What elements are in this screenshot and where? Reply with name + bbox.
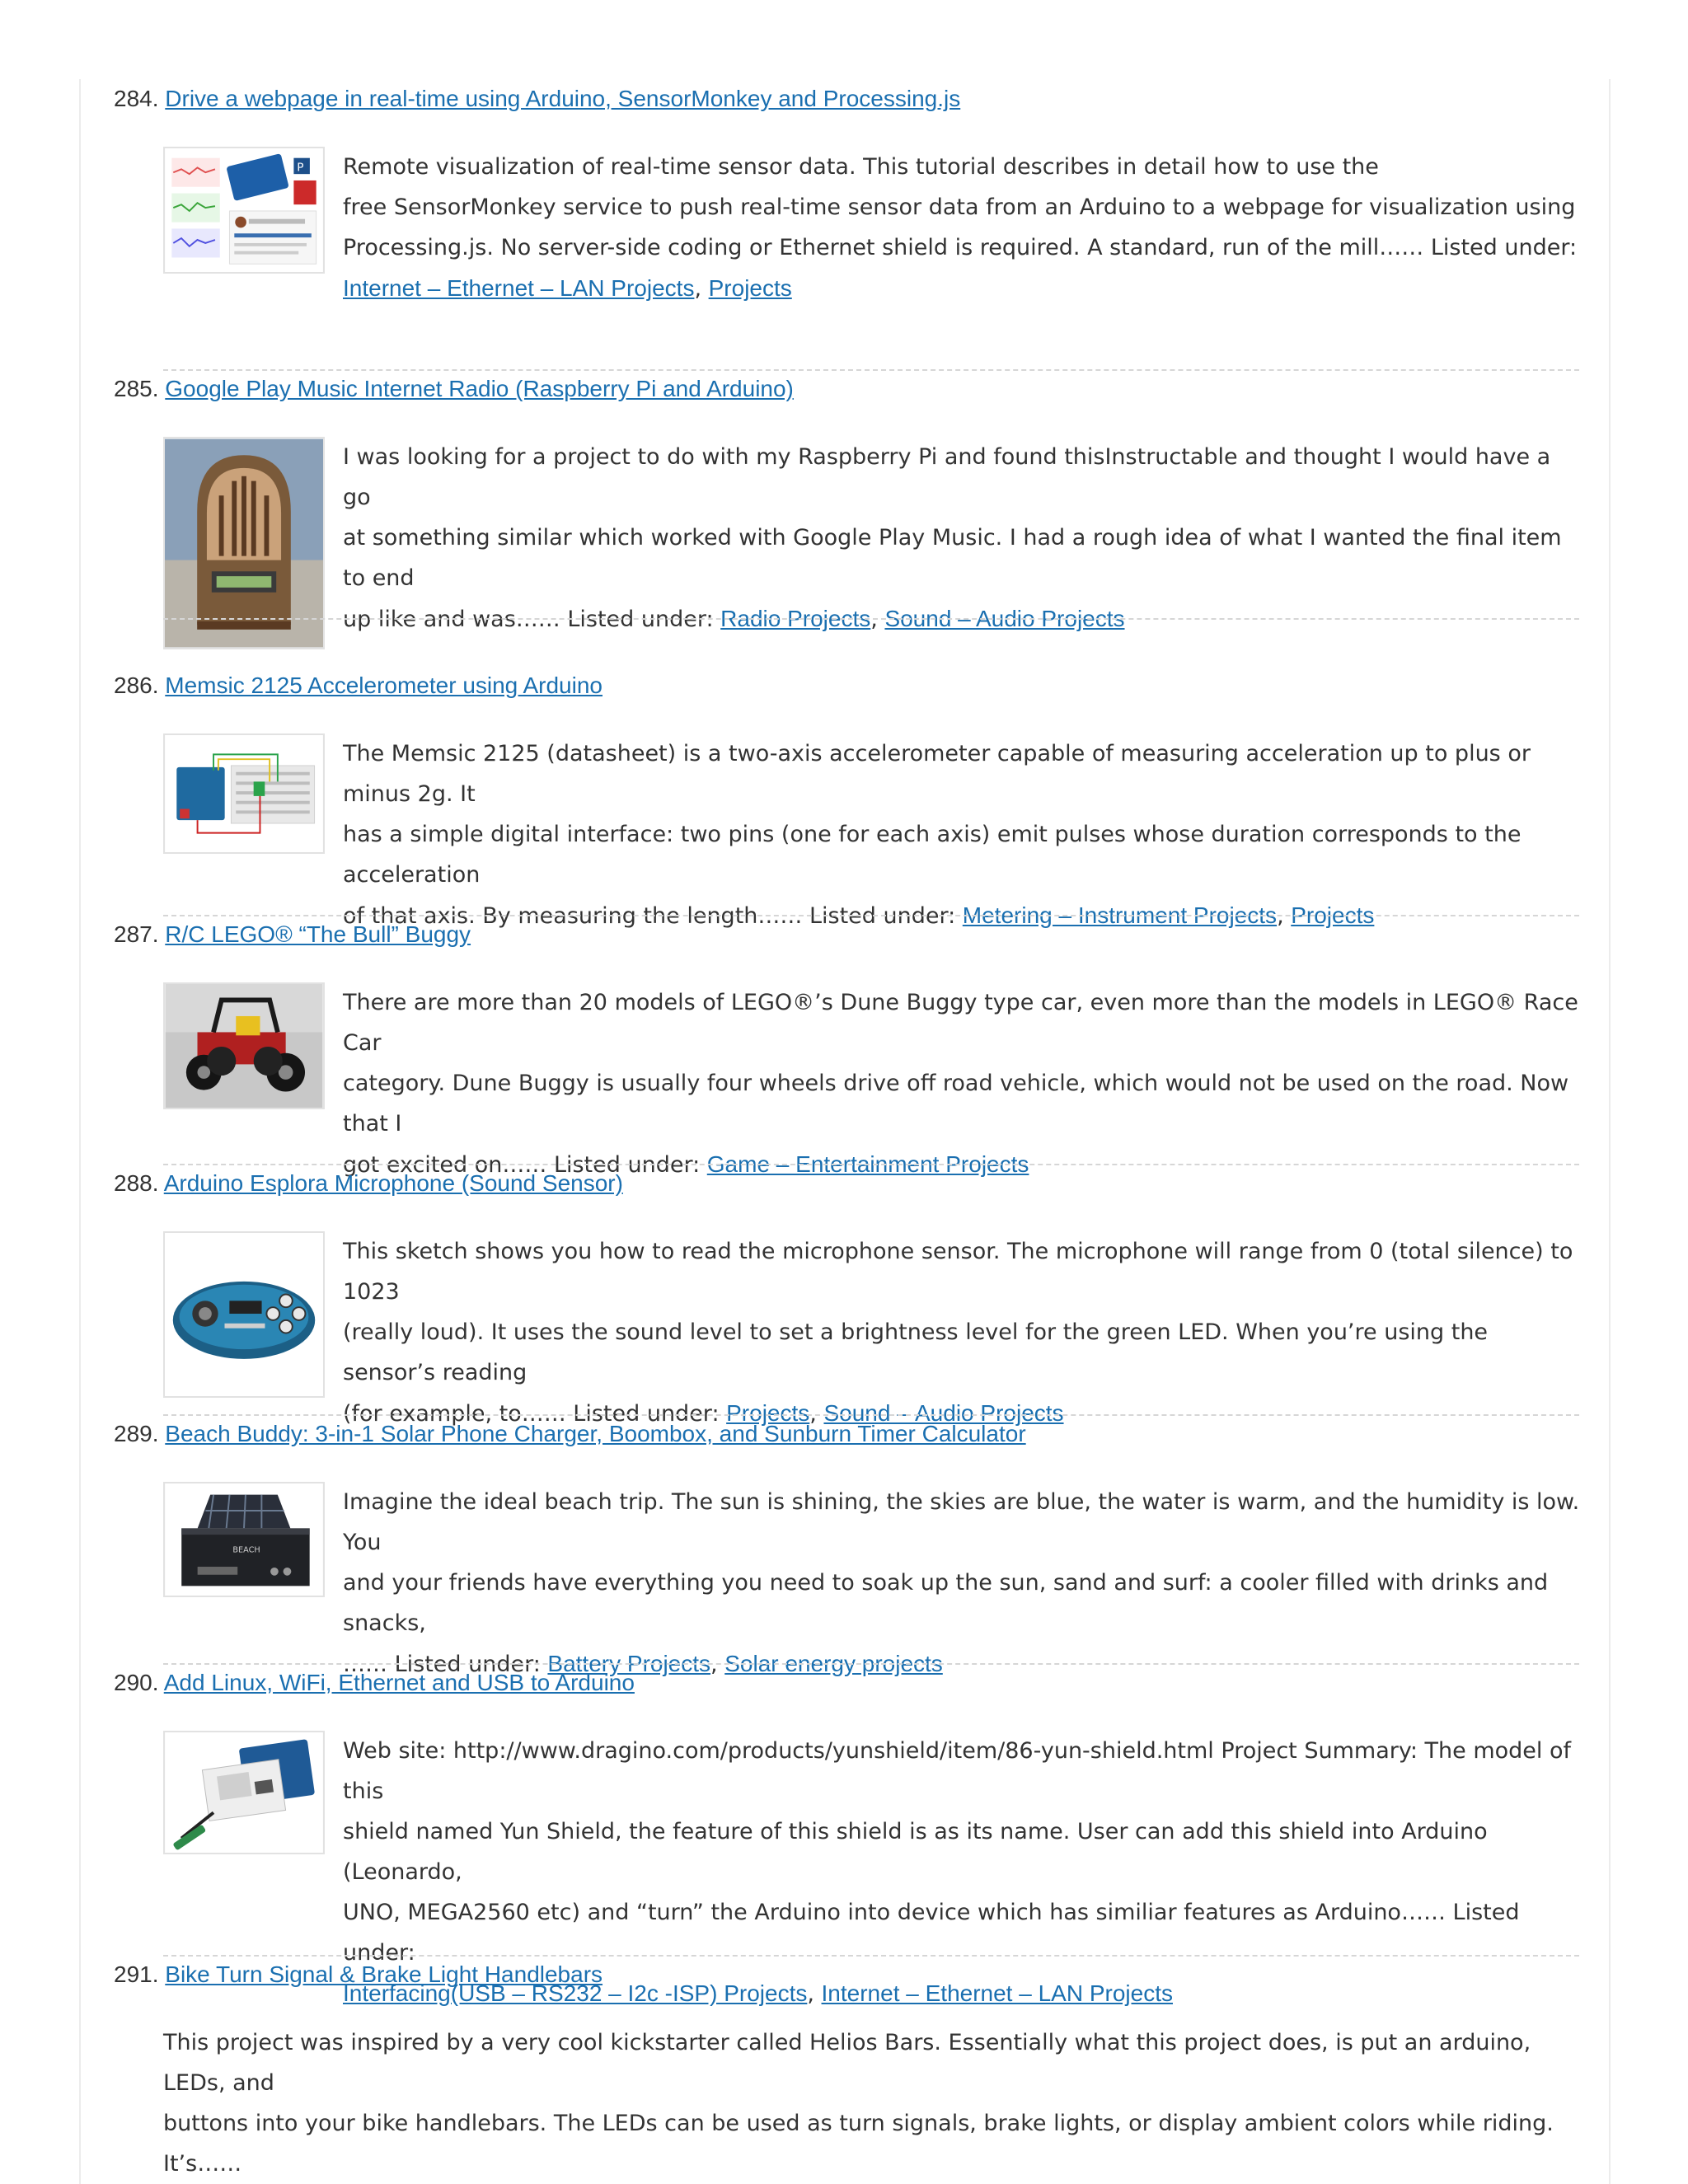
entry-title-row: [114, 1165, 623, 1202]
entry-description: I was looking for a project to do with my Raspberry Pi and found thisInstructable and thought I would have a go at something similar which worked with Google Play Music. I had a rough idea of what I wanted the final item to end up like and was…… Listed under: Radio Projects, Sound – Audio Projects: [343, 444, 1562, 632]
entry-title-row: [114, 1665, 635, 1701]
breadboard-circuit-icon[interactable]: [163, 733, 325, 854]
category-link[interactable]: Projects: [708, 275, 792, 301]
entry-title-link[interactable]: Memsic 2125 Accelerometer using Arduino: [165, 673, 603, 698]
description-line: The Memsic 2125 (datasheet) is a two-axis accelerometer capable of measuring acceleration up to plus or minus 2g. It: [343, 741, 1531, 807]
entry-title-link[interactable]: Drive a webpage in real-time using Arduino, SensorMonkey and Processing.js: [165, 86, 961, 111]
entry-number: 285.: [114, 376, 159, 401]
category-link[interactable]: Game – Entertainment Projects: [706, 1151, 1029, 1177]
description-line: Processing.js. No server-side coding or Ethernet shield is required. A standard, run of the mill…… Listed under:: [343, 235, 1578, 260]
description-line: This sketch shows you how to read the microphone sensor. The microphone will range from 0 (total silence) to 1023: [343, 1239, 1573, 1305]
category-link[interactable]: Sound – Audio Projects: [823, 1400, 1064, 1426]
entry-title-link[interactable]: Add Linux, WiFi, Ethernet and USB to Arduino: [163, 1670, 635, 1695]
category-link[interactable]: Battery Projects: [547, 1651, 711, 1676]
yun-shield-icon[interactable]: [163, 1731, 325, 1854]
description-line: buttons into your bike handlebars. The LEDs can be used as turn signals, brake lights, or display ambient colors while riding. It’s……: [163, 2111, 1554, 2177]
description-line: of that axis. By measuring the length…… Listed under:: [343, 903, 963, 929]
entry-title-link[interactable]: R/C LEGO® “The Bull” Buggy: [165, 921, 471, 947]
entry-number: 289.: [114, 1421, 159, 1446]
description-line: at something similar which worked with Google Play Music. I had a rough idea of what I wanted the final item to end: [343, 525, 1562, 591]
entry-title-link[interactable]: Bike Turn Signal & Brake Light Handlebars: [165, 1961, 603, 1987]
description-line: got excited on…… Listed under:: [343, 1152, 707, 1178]
entry-title-link[interactable]: Beach Buddy: 3-in-1 Solar Phone Charger, Boombox, and Sunburn Timer Calculator: [165, 1421, 1026, 1446]
category-link[interactable]: Projects: [1291, 902, 1375, 928]
lego-buggy-icon[interactable]: [163, 982, 325, 1109]
category-link[interactable]: Internet – Ethernet – LAN Projects: [343, 275, 695, 301]
description-line: free SensorMonkey service to push real-time sensor data from an Arduino to a webpage for visualization using: [343, 194, 1576, 220]
description-line: Web site: http://www.dragino.com/products/yunshield/item/86-yun-shield.html Project Summary: The model of this: [343, 1738, 1572, 1804]
category-link[interactable]: Interfacing(USB – RS232 – I2c -ISP) Projects: [343, 1980, 808, 2006]
svg-text:P: P: [297, 161, 304, 175]
solar-box-icon[interactable]: [163, 1482, 325, 1597]
description-line: (really loud). It uses the sound level to set a brightness level for the green LED. When you’re using the sensor’s reading: [343, 1319, 1489, 1385]
sensormonkey-screenshot-icon[interactable]: [163, 147, 325, 274]
entry-number: 284.: [114, 86, 159, 111]
description-line: There are more than 20 models of LEGO®’s Dune Buggy type car, even more than the models in LEGO® Race Car: [343, 990, 1578, 1056]
description-line: shield named Yun Shield, the feature of this shield is as its name. User can add this shield into Arduino (Leonardo,: [343, 1819, 1488, 1885]
description-line: and your friends have everything you need to soak up the sun, sand and surf: a cooler filled with drinks and snacks,: [343, 1570, 1549, 1636]
entry-title-row: [114, 668, 603, 704]
entry-description: [163, 2022, 1581, 2184]
entry-description: This sketch shows you how to read the microphone sensor. The microphone will range from 0 (total silence) to 1023 (really loud). It uses the sound level to set a brightness level for the green LED. When you’re using the sensor’s reading (for example, to…… Listed under: Projects, Sound – Audio Projects: [343, 1239, 1573, 1427]
entry-number: 287.: [114, 921, 159, 947]
entry-title-row: [114, 371, 794, 407]
entry-title-link[interactable]: Google Play Music Internet Radio (Raspberry Pi and Arduino): [165, 376, 794, 401]
entry-number: 291.: [114, 1961, 159, 1987]
entry-title-row: [114, 1416, 1026, 1452]
description-line: I was looking for a project to do with my Raspberry Pi and found thisInstructable and thought I would have a go: [343, 444, 1551, 510]
category-link[interactable]: Solar energy projects: [724, 1651, 943, 1676]
entry-description: [343, 982, 1582, 1185]
entry-title-row: [114, 916, 471, 953]
description-line: This project was inspired by a very cool kickstarter called Helios Bars. Essentially what this project does, is put an arduino, LEDs, and: [163, 2030, 1531, 2096]
description-line: …… Listed under:: [343, 1652, 548, 1677]
svg-text:BEACH: BEACH: [232, 1545, 260, 1555]
entry-description: The Memsic 2125 (datasheet) is a two-axis accelerometer capable of measuring acceleration up to plus or minus 2g. It has a simple digital interface: two pins (one for each axis) emit pulses whose duration corresponds to the acceleration of that axis. By measuring the length…… Listed under: Metering – Instrument Projects, Projects: [343, 741, 1531, 929]
description-line: UNO, MEGA2560 etc) and “turn” the Arduino into device which has similiar features as Arduino…… Listed under:: [343, 1900, 1520, 1966]
description-line: has a simple digital interface: two pins (one for each axis) emit pulses whose duration corresponds to the acceleration: [343, 822, 1522, 888]
entry-description: Web site: http://www.dragino.com/products/yunshield/item/86-yun-shield.html Project Summary: The model of this shield named Yun Shield, the feature of this shield is as its name. User can add this shield into Arduino (Leonardo, UNO, MEGA2560 etc) and “turn” the Arduino into device which has similiar features as Arduino…… Listed under: Interfacing(USB – RS232 – I2c -ISP) Projects, Internet – Ethernet – LAN Projects: [343, 1738, 1572, 2007]
category-link[interactable]: Projects: [726, 1400, 810, 1426]
description-line: Remote visualization of real-time sensor data. This tutorial describes in detail how to use the: [343, 154, 1379, 180]
entry-number: 286.: [114, 673, 159, 698]
description-line: up like and was…… Listed under:: [343, 607, 721, 632]
esplora-board-icon[interactable]: [163, 1231, 325, 1398]
entry-description: Imagine the ideal beach trip. The sun is shining, the skies are blue, the water is warm, and the humidity is low. You and your friends have everything you need to soak up the sun, sand and surf: a cooler filled with drinks and snacks, …… Listed under: Battery Projects, Solar energy projects: [343, 1489, 1580, 1677]
category-link[interactable]: Metering – Instrument Projects: [962, 902, 1278, 928]
entry-title-row: [114, 81, 960, 117]
entry-number: 288.: [114, 1170, 159, 1196]
description-line: category. Dune Buggy is usually four wheels drive off road vehicle, which would not be used on the road. Now that I: [343, 1071, 1569, 1137]
entry-title-row: [114, 1957, 603, 1993]
entry-title-link[interactable]: Arduino Esplora Microphone (Sound Sensor): [163, 1170, 623, 1196]
entry-divider: [163, 618, 1579, 620]
entry-description: Remote visualization of real-time sensor data. This tutorial describes in detail how to use the free SensorMonkey service to push real-time sensor data from an Arduino to a webpage for visualization using Processing.js. No server-side coding or Ethernet shield is required. A standard, run of the mill…… Listed under: Internet – Ethernet – LAN Projects, Projects: [343, 154, 1578, 302]
description-line: (for example, to…… Listed under:: [343, 1401, 727, 1427]
category-link[interactable]: Radio Projects: [720, 606, 871, 631]
description-line: Imagine the ideal beach trip. The sun is shining, the skies are blue, the water is warm, and the humidity is low. You: [343, 1489, 1580, 1555]
category-link[interactable]: Sound – Audio Projects: [884, 606, 1125, 631]
category-link[interactable]: Internet – Ethernet – LAN Projects: [821, 1980, 1173, 2006]
entry-number: 290.: [114, 1670, 159, 1695]
